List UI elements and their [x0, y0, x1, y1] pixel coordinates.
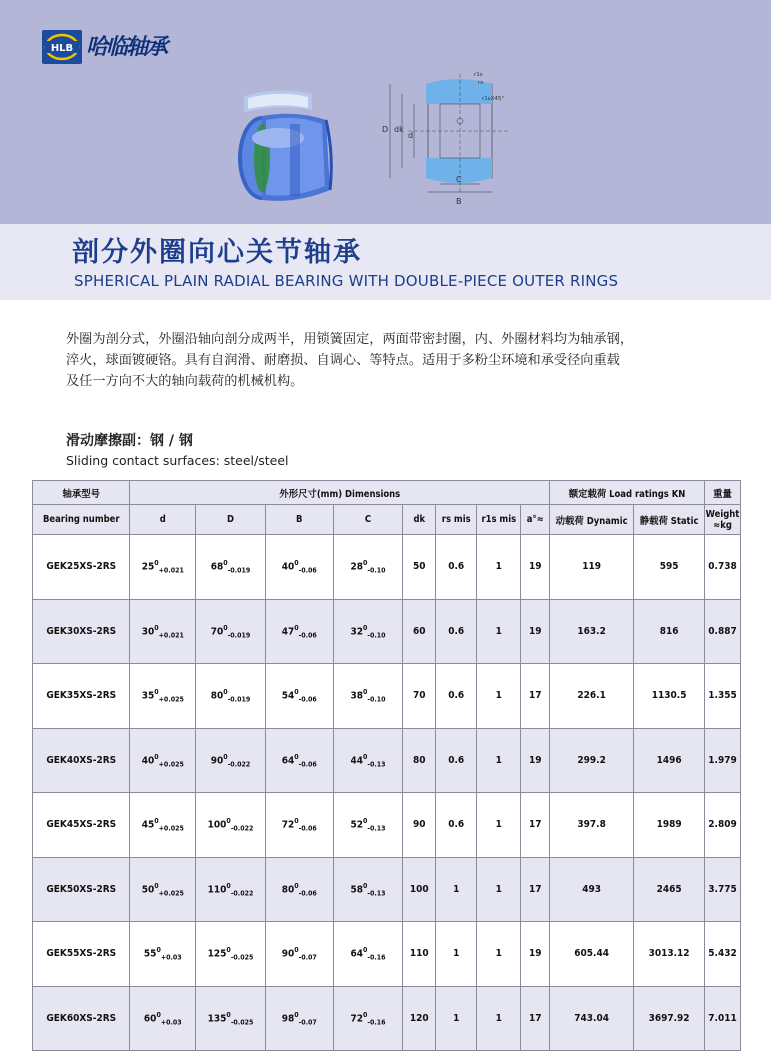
cell-D: $68^0_{-0.019}$: [196, 535, 266, 600]
cell-weight: 1.979: [705, 728, 741, 793]
cell-D: $100^0_{-0.022}$: [196, 793, 266, 858]
cell-rs: 0.6: [436, 728, 477, 793]
table-row: [33, 535, 741, 600]
label-C: C: [456, 175, 462, 184]
cell-D: $135^0_{-0.025}$: [196, 986, 266, 1051]
cell-dk: 110: [403, 922, 436, 987]
cell-C: $28^0_{-0.10}$: [333, 535, 403, 600]
table-row: [33, 793, 741, 858]
cell-r1s: 1: [477, 599, 521, 664]
cell-angle: 17: [521, 857, 550, 922]
cell-angle: 19: [521, 599, 550, 664]
header-dimensions: 外形尺寸(mm) Dimensions: [130, 481, 550, 505]
header-weight-cn: 重量: [705, 481, 741, 505]
label-dk: dk: [394, 125, 404, 134]
cell-r1s: 1: [477, 793, 521, 858]
cell-d: $45^0_{+0.025}$: [130, 793, 196, 858]
cell-dynamic: 119: [550, 535, 634, 600]
cell-model: GEK45XS-2RS: [33, 793, 130, 858]
cell-D: $70^0_{-0.019}$: [196, 599, 266, 664]
cell-r1s: 1: [477, 664, 521, 729]
sliding-surface-en: Sliding contact surfaces: steel/steel: [66, 453, 289, 468]
cell-static: 595: [634, 535, 705, 600]
cell-angle: 17: [521, 986, 550, 1051]
cell-C: $58^0_{-0.13}$: [333, 857, 403, 922]
table-row: [33, 728, 741, 793]
cell-angle: 17: [521, 664, 550, 729]
cell-r1s: 1: [477, 986, 521, 1051]
cell-r1s: 1: [477, 535, 521, 600]
cell-dk: 70: [403, 664, 436, 729]
spec-table: [32, 480, 741, 1051]
col-angle: a°≈: [521, 505, 550, 535]
cell-B: $40^0_{-0.06}$: [265, 535, 333, 600]
cell-dk: 100: [403, 857, 436, 922]
cell-B: $47^0_{-0.06}$: [265, 599, 333, 664]
label-r1s: r1s: [474, 72, 483, 78]
cell-rs: 1: [436, 922, 477, 987]
cell-static: 1496: [634, 728, 705, 793]
cell-B: $90^0_{-0.07}$: [265, 922, 333, 987]
header-model: 轴承型号: [33, 481, 130, 505]
cell-D: $80^0_{-0.019}$: [196, 664, 266, 729]
col-D: D: [196, 505, 266, 535]
label-B: B: [456, 197, 462, 206]
table-row: [33, 922, 741, 987]
description-line: 及任一方向不大的轴向载荷的机械机构。: [66, 374, 304, 389]
col-dk: dk: [403, 505, 436, 535]
cell-B: $98^0_{-0.07}$: [265, 986, 333, 1051]
svg-text:HLB: HLB: [50, 43, 74, 54]
cell-angle: 17: [521, 793, 550, 858]
header-model-en: Bearing number: [33, 505, 130, 535]
cell-angle: 19: [521, 535, 550, 600]
cell-d: $40^0_{+0.025}$: [130, 728, 196, 793]
cell-weight: 0.738: [705, 535, 741, 600]
cell-dynamic: 226.1: [550, 664, 634, 729]
cell-static: 816: [634, 599, 705, 664]
header-load-ratings: 额定载荷 Load ratings KN: [550, 481, 705, 505]
cell-d: $35^0_{+0.025}$: [130, 664, 196, 729]
cell-model: GEK50XS-2RS: [33, 857, 130, 922]
cell-rs: 1: [436, 857, 477, 922]
cell-dynamic: 163.2: [550, 599, 634, 664]
col-weight: Weight ≈kg: [705, 505, 741, 535]
cell-weight: 2.809: [705, 793, 741, 858]
description-line: 外圈为剖分式，外圈沿轴向剖分成两半，用锁簧固定，两面带密封圈，内、外圈材料均为轴承钢，: [66, 332, 634, 347]
cell-r1s: 1: [477, 728, 521, 793]
cell-model: GEK35XS-2RS: [33, 664, 130, 729]
table-row: [33, 664, 741, 729]
col-r1s: r1s mis: [477, 505, 521, 535]
cell-B: $64^0_{-0.06}$: [265, 728, 333, 793]
cell-weight: 0.887: [705, 599, 741, 664]
col-C: C: [333, 505, 403, 535]
brand-logo: [42, 30, 82, 64]
cell-angle: 19: [521, 922, 550, 987]
col-dynamic: 动载荷 Dynamic: [550, 505, 634, 535]
cell-B: $54^0_{-0.06}$: [265, 664, 333, 729]
cell-C: $32^0_{-0.10}$: [333, 599, 403, 664]
cell-model: GEK25XS-2RS: [33, 535, 130, 600]
bearing-cross-section-drawing: [368, 64, 518, 218]
cell-r1s: 1: [477, 857, 521, 922]
cell-model: GEK30XS-2RS: [33, 599, 130, 664]
page-title-cn: 剖分外圈向心关节轴承: [72, 237, 362, 268]
cell-rs: 0.6: [436, 535, 477, 600]
cell-C: $44^0_{-0.13}$: [333, 728, 403, 793]
cell-rs: 0.6: [436, 599, 477, 664]
cell-dk: 120: [403, 986, 436, 1051]
cell-static: 1130.5: [634, 664, 705, 729]
col-rs: rs mis: [436, 505, 477, 535]
brand-name: 哈临轴承: [86, 35, 167, 60]
label-D: D: [382, 125, 389, 134]
cell-dynamic: 397.8: [550, 793, 634, 858]
cell-static: 1989: [634, 793, 705, 858]
cell-dk: 50: [403, 535, 436, 600]
cell-dynamic: 605.44: [550, 922, 634, 987]
cell-rs: 0.6: [436, 664, 477, 729]
cell-d: $50^0_{+0.025}$: [130, 857, 196, 922]
cell-angle: 19: [521, 728, 550, 793]
col-B: B: [265, 505, 333, 535]
cell-dk: 90: [403, 793, 436, 858]
cell-dynamic: 743.04: [550, 986, 634, 1051]
label-rs: rs: [478, 80, 484, 86]
sliding-surface-cn: 滑动摩擦副：钢 / 钢: [66, 433, 193, 449]
page-title-en: SPHERICAL PLAIN RADIAL BEARING WITH DOUBLE-PIECE OUTER RINGS: [74, 272, 619, 290]
cell-rs: 1: [436, 986, 477, 1051]
cell-D: $90^0_{-0.022}$: [196, 728, 266, 793]
description-line: 淬火，球面镀硬铬。具有自润滑、耐磨损、自调心、等特点。适用于多粉尘环境和承受径向重载: [66, 353, 620, 368]
cell-d: $30^0_{+0.021}$: [130, 599, 196, 664]
cell-D: $110^0_{-0.022}$: [196, 857, 266, 922]
cell-dk: 80: [403, 728, 436, 793]
cell-dynamic: 493: [550, 857, 634, 922]
cell-C: $64^0_{-0.16}$: [333, 922, 403, 987]
cell-weight: 5.432: [705, 922, 741, 987]
cell-C: $38^0_{-0.10}$: [333, 664, 403, 729]
table-row: [33, 857, 741, 922]
cell-weight: 7.011: [705, 986, 741, 1051]
col-d: d: [130, 505, 196, 535]
cell-C: $72^0_{-0.16}$: [333, 986, 403, 1051]
col-static: 静载荷 Static: [634, 505, 705, 535]
label-d: d: [408, 131, 414, 140]
table-row: [33, 986, 741, 1051]
bearing-3d-illustration: [226, 80, 346, 209]
cell-dk: 60: [403, 599, 436, 664]
cell-model: GEK55XS-2RS: [33, 922, 130, 987]
cell-D: $125^0_{-0.025}$: [196, 922, 266, 987]
cell-static: 2465: [634, 857, 705, 922]
cell-model: GEK60XS-2RS: [33, 986, 130, 1051]
cell-weight: 3.775: [705, 857, 741, 922]
cell-r1s: 1: [477, 922, 521, 987]
cell-dynamic: 299.2: [550, 728, 634, 793]
product-description: [66, 329, 736, 392]
cell-rs: 0.6: [436, 793, 477, 858]
cell-B: $80^0_{-0.06}$: [265, 857, 333, 922]
cell-d: $55^0_{+0.03}$: [130, 922, 196, 987]
cell-static: 3697.92: [634, 986, 705, 1051]
table-row: [33, 599, 741, 664]
cell-static: 3013.12: [634, 922, 705, 987]
cell-d: $25^0_{+0.021}$: [130, 535, 196, 600]
cell-model: GEK40XS-2RS: [33, 728, 130, 793]
cell-d: $60^0_{+0.03}$: [130, 986, 196, 1051]
cell-weight: 1.355: [705, 664, 741, 729]
label-chamfer: r1sX45°: [482, 96, 505, 102]
cell-B: $72^0_{-0.06}$: [265, 793, 333, 858]
cell-C: $52^0_{-0.13}$: [333, 793, 403, 858]
